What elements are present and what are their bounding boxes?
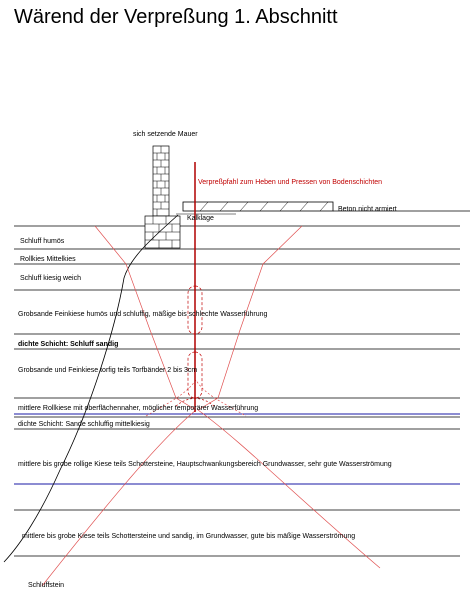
layer-label: mittlere Rollkiese mit oberflächennaher, möglicher temporärer Wasserführung — [18, 405, 259, 412]
layer-label: dichte Schicht: Sande schluffig mittelkiesig — [18, 421, 150, 428]
layer-label: Grobsande und Feinkiese torfig teils Torfbänder 2 bis 3cm — [18, 367, 198, 374]
layer-label: mittlere bis grobe Kiese teils Schottersteine und sandig, im Grundwasser, gute bis mäßige Wasserströmung — [22, 533, 356, 540]
layer-label: Schluff humös — [20, 238, 65, 245]
layer-label: Schluffstein — [28, 582, 65, 589]
brick-wall — [145, 146, 180, 248]
layer-label: dichte Schicht: Schluff sandig — [18, 341, 119, 348]
concrete-slab — [183, 202, 470, 211]
layer-label: mittlere bis grobe rollige Kiese teils Schottersteine, Hauptschwankungsbereich Grundwasser, sehr gute Wasserströmung — [18, 461, 392, 468]
diagram-title: Wärend der Verpreßung 1. Abschnitt — [14, 6, 338, 28]
pile-label: Verpreßpfahl zum Heben und Pressen von Bodenschichten — [198, 179, 383, 186]
layer-label: Rollkies Mittelkies — [20, 256, 76, 263]
lime-layer-label: Kalklage — [187, 215, 214, 222]
injection-pile — [176, 162, 214, 412]
layer-label: Grobsande Feinkiese humös und schluffig, mäßige bis schlechte Wasserführung — [18, 311, 268, 318]
concrete-label: Beton nicht armiert — [338, 206, 397, 213]
layer-label: Schluff kiesig weich — [20, 275, 81, 282]
wall-label: sich setzende Mauer — [133, 131, 198, 138]
